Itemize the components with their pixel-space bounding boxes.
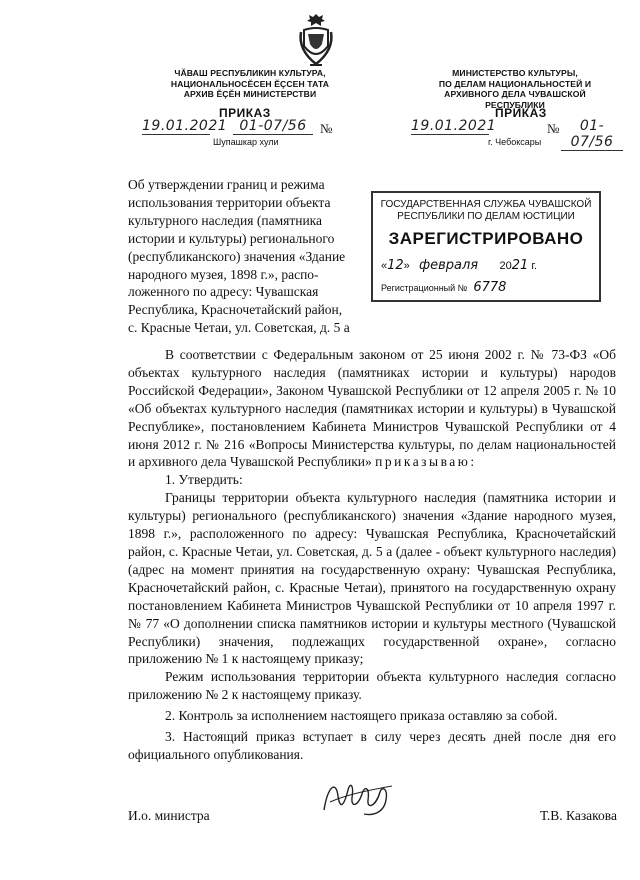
title-line: (республиканского) значения «Здание [128,248,346,264]
item-3: 3. Настоящий приказ вступает в силу через десять дней после дня его официального опубликования. [128,729,616,762]
number-sign-right: № [547,121,560,136]
order-date-right: 19.01.2021 [411,118,497,134]
document-body [128,346,616,764]
order-word: приказываю: [375,454,477,470]
stamp-registration [381,280,506,295]
header-left-line: АРХИВ ĔÇĔН МИНИСТЕРСТВИ [183,89,317,99]
header-left-line: ЧĂВАШ РЕСПУБЛИКИН КУЛЬТУРА, [174,68,326,78]
title-line: истории и культуры) регионального [128,230,335,246]
stamp-quote-open: « [381,260,388,272]
header-right-line: ПО ДЕЛАМ НАЦИОНАЛЬНОСТЕЙ И [438,78,592,89]
number-sign-left: № [320,121,333,136]
title-line: использования территории объекта [128,194,331,210]
header-left [150,68,350,100]
title-line: ложенного по адресу: Чувашская [128,284,319,300]
signatory-position: И.о. министра [128,808,210,823]
stamp-header [373,199,599,223]
header-right-line: АРХИВНОГО ДЕЛА ЧУВАШСКОЙ РЕСПУБЛИКИ [444,89,586,110]
item-1-regime: Режим использования территории объекта культурного наследия согласно приложению № 2 к настоящему приказу. [128,669,616,703]
title-line: с. Красные Четаи, ул. Советская, д. 5 а [128,320,350,336]
stamp-date [381,258,591,273]
document-title [128,176,350,337]
doc-type-left: ПРИКАЗ [219,106,271,120]
order-date-left: 19.01.2021 [142,118,228,134]
stamp-quote-close: » [403,260,410,272]
title-line: народного музея, 1898 г.», распо- [128,266,319,282]
item-2: 2. Контроль за исполнением настоящего приказа оставляю за собой. [165,708,558,724]
header-right-line: МИНИСТЕРСТВО КУЛЬТУРЫ, [452,68,578,78]
place-right: г. Чебоксары [488,137,542,147]
stamp-reg-label: Регистрационный № [381,283,468,293]
stamp-line: ГОСУДАРСТВЕННАЯ СЛУЖБА ЧУВАШСКОЙ [380,199,592,210]
title-line: Об утверждении границ и режима [128,177,325,192]
preamble-text: В соответствии с Федеральным законом от 25 июня 2002 г. № 73-ФЗ «Об объектах культурного наследия (памятниках истории и культуры) народов Российской Федерации», Законом Чувашской Республики от 12 апреля 2005 г. № 10 «Об объектах культурного наследия (памятниках истории и культуры) в Чувашской Республике», постановлением Кабинета Министров Чувашской Республики от 4 июня 2012 г. № 216 «Вопросы Министерства культуры, по делам национальностей и архивного дела Чувашской Республики» [128,347,616,470]
order-number-left: 01-07/56 [233,118,313,135]
stamp-month: февраля [418,258,479,273]
stamp-year-suffix: 21 [511,258,529,273]
preamble-paragraph [128,346,616,471]
order-number-right: 01-07/56 [561,118,623,151]
stamp-status: ЗАРЕГИСТРИРОВАНО [388,229,584,248]
registration-stamp [371,191,601,302]
header-right [415,68,615,110]
handwritten-signature-icon [318,776,398,820]
title-line: культурного наследия (памятника [128,212,323,228]
signatory-name: Т.В. Казакова [540,808,617,823]
item-1-text: Границы территории объекта культурного наследия (памятника истории и культуры) регионального (республиканского) значения «Здание народного музея, 1898 г.», расположенного по адресу: Чувашская Республика, Красночетайский район, с. Красные Четаи, ул. Советская, д. 5 а (далее - объект культурного наследия) (адрес на момент принятия на государственную охрану: Чувашская Республика, Красночетайский район, с. Красные Четаи), принятого на государственную охрану постановлением Кабинета Министров Чувашской Республики от 10 апреля 1997 г. № 77 «О дополнении списка памятников истории и культуры местного (Чувашской Республики) значения, подлежащих государственной охране», согласно приложению № 1 к настоящему приказу; [128,490,616,667]
stamp-year-unit: г. [531,260,538,272]
chuvash-coat-of-arms-icon [296,10,336,70]
stamp-line: РЕСПУБЛИКИ ПО ДЕЛАМ ЮСТИЦИИ [397,211,575,222]
stamp-reg-number: 6778 [473,280,507,295]
title-line: Республика, Красночетайский район, [128,302,343,318]
place-left: Шупашкар хули [213,137,279,147]
header-left-line: НАЦИОНАЛЬНОСĔСЕН ĔÇСЕН ТАТА [170,78,330,89]
item-1-heading: 1. Утвердить: [165,472,243,488]
stamp-year-prefix: 20 [499,260,512,272]
stamp-day: 12 [387,258,404,273]
doc-type-right: ПРИКАЗ [495,106,547,120]
